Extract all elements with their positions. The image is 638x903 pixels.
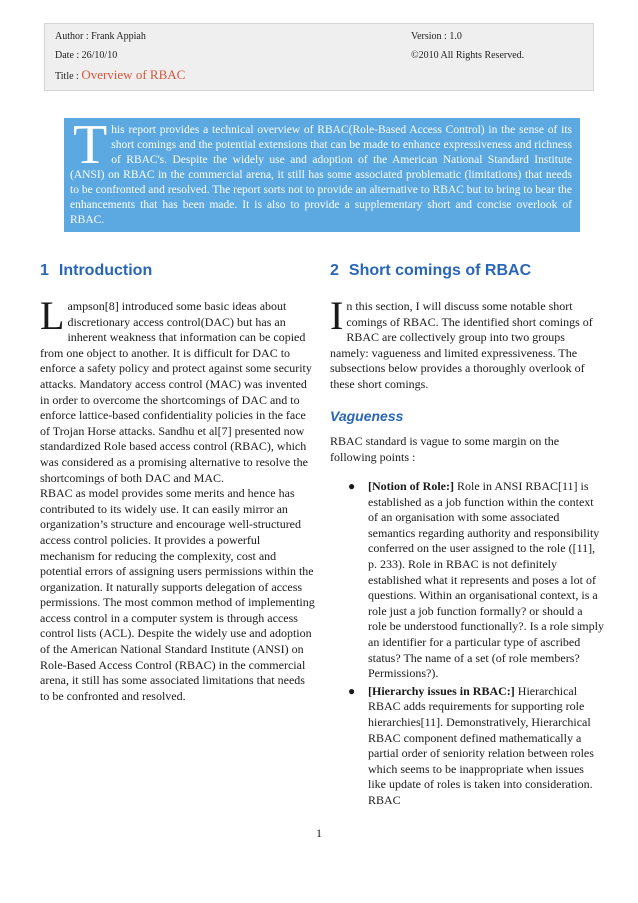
title-label: Title : [55, 71, 79, 82]
bullet-2-title: [Hierarchy issues in RBAC:] [368, 683, 515, 698]
section-1-body [40, 293, 316, 704]
bullet-dot-icon: ● [348, 683, 356, 698]
section-1-dropcap: L [40, 293, 65, 338]
section-1-paragraph-1 [40, 293, 316, 486]
section-2-paragraph-1 [330, 293, 606, 393]
document-header [44, 23, 594, 91]
section-2-title: Short comings of RBAC [348, 262, 532, 279]
author-label: Author : [55, 31, 89, 42]
section-1-heading [40, 262, 152, 280]
date-label: Date : [55, 50, 80, 61]
page-number: 1 [316, 826, 322, 840]
date-line [55, 49, 117, 62]
section-1-paragraph-2: RBAC as model provides some merits and hence has contributed to its widely use. It can easily mirror an organization’s structure and encourage well-structured access control policies. It provides a powerful mechanism for reducing the complexity, cost and potential errors of assigning users permissions within the organization. It naturally supports delegation of access permissions. The most common method of implementing access control in a computer system is through access control lists (ACL). Despite the widely use and adoption of the American National Standard Institute (ANSI) on Role-Based Access Control (RBAC) in the commercial arena, it still has some associated limitations that needs to be confronted and resolved. [40, 486, 315, 703]
bullet-2-text: Hierarchical RBAC adds requirements for supporting role hierarchies[11]. Demonstratively, Hierarchical RBAC component defined mathematically a partial order of seniority relation between roles which seems to be inappropriate when issues like update of roles is taken into consideration. RBAC [368, 683, 594, 807]
abstract-dropcap: T [73, 114, 108, 176]
date-value: 26/10/10 [81, 50, 118, 61]
section-2-body [330, 293, 606, 393]
version-label: Version : [411, 31, 447, 42]
section-2-dropcap: I [330, 293, 344, 338]
bullet-hierarchy-issues [346, 684, 604, 809]
author-line [55, 30, 146, 43]
version-line [411, 30, 462, 43]
vagueness-bullet-list [346, 479, 604, 810]
section-1-number: 1 [40, 262, 49, 279]
title-line [55, 68, 185, 83]
bullet-1-title: [Notion of Role:] [368, 479, 454, 493]
bullet-dot-icon: ● [348, 479, 356, 493]
section-2-para1-text: n this section, I will discuss some notable short comings of RBAC. The identified short comings of RBAC are collectively group into two groups namely: vagueness and limited expressiveness. The subsections below provides a thoroughly overlook of these short comings. [330, 299, 593, 391]
section-1-title: Introduction [58, 262, 153, 279]
vagueness-intro [330, 434, 606, 465]
abstract-box [64, 114, 580, 232]
version-value: 1.0 [449, 31, 462, 42]
vagueness-intro-text: RBAC standard is vague to some margin on the following points : [330, 434, 560, 464]
vagueness-heading: Vagueness [330, 408, 404, 424]
abstract-text: his report provides a technical overview of RBAC(Role-Based Access Control) in the sense of its short comings and the potential extensions that can be made to enhance expressiveness and richness of RBAC's. Despite the widely use and adoption of the American National Standard Institute (ANSI) on RBAC in the commercial arena, it still has some associated problematic (limitations) that needs to be confronted and resolved. The report sorts not to provide an alternative to RBAC but to bring to bear the enhancements that has been made. It is also to provide a supplementary short and concise overlook of RBAC. [70, 124, 572, 226]
title-value: Overview of RBAC [81, 67, 186, 82]
section-2-heading [330, 262, 531, 280]
section-1-para1-text: ampson[8] introduced some basic ideas about discretionary access control(DAC) but has an inherent weakness that information can be copied from one object to another. It is difficult for DAC to enforce a safety policy and protect against some security attacks. Mandatory access control (MAC) was invented in order to overcome the shortcomings of DAC and to enforce lattice-based confidentiality policies in the face of Trojan Horse attacks. Sandhu et al[7] presented now standardized Role based access control (RBAC), which was considered as a promising alternative to resolve the shortcomings of both DAC and MAC. [40, 299, 312, 485]
bullet-notion-of-role [346, 479, 604, 682]
copyright: ©2010 All Rights Reserved. [411, 50, 525, 61]
section-2-number: 2 [330, 262, 339, 279]
bullet-1-text: Role in ANSI RBAC[11] is established as a job function within the context of an organisation with some associated semantics regarding authority and responsibility conferred on the user assigned to the role ([11], p. 233). Role in RBAC is not definitely established what it represents and poses a lot of questions. Within an organisational context, is a role just a job function formally? or should a role be understood functionally?. Is a role simply an identifier for a particular type of ascribed status? The name of a set (of role members? Permissions?). [368, 479, 604, 681]
author-value: Frank Appiah [91, 31, 146, 42]
